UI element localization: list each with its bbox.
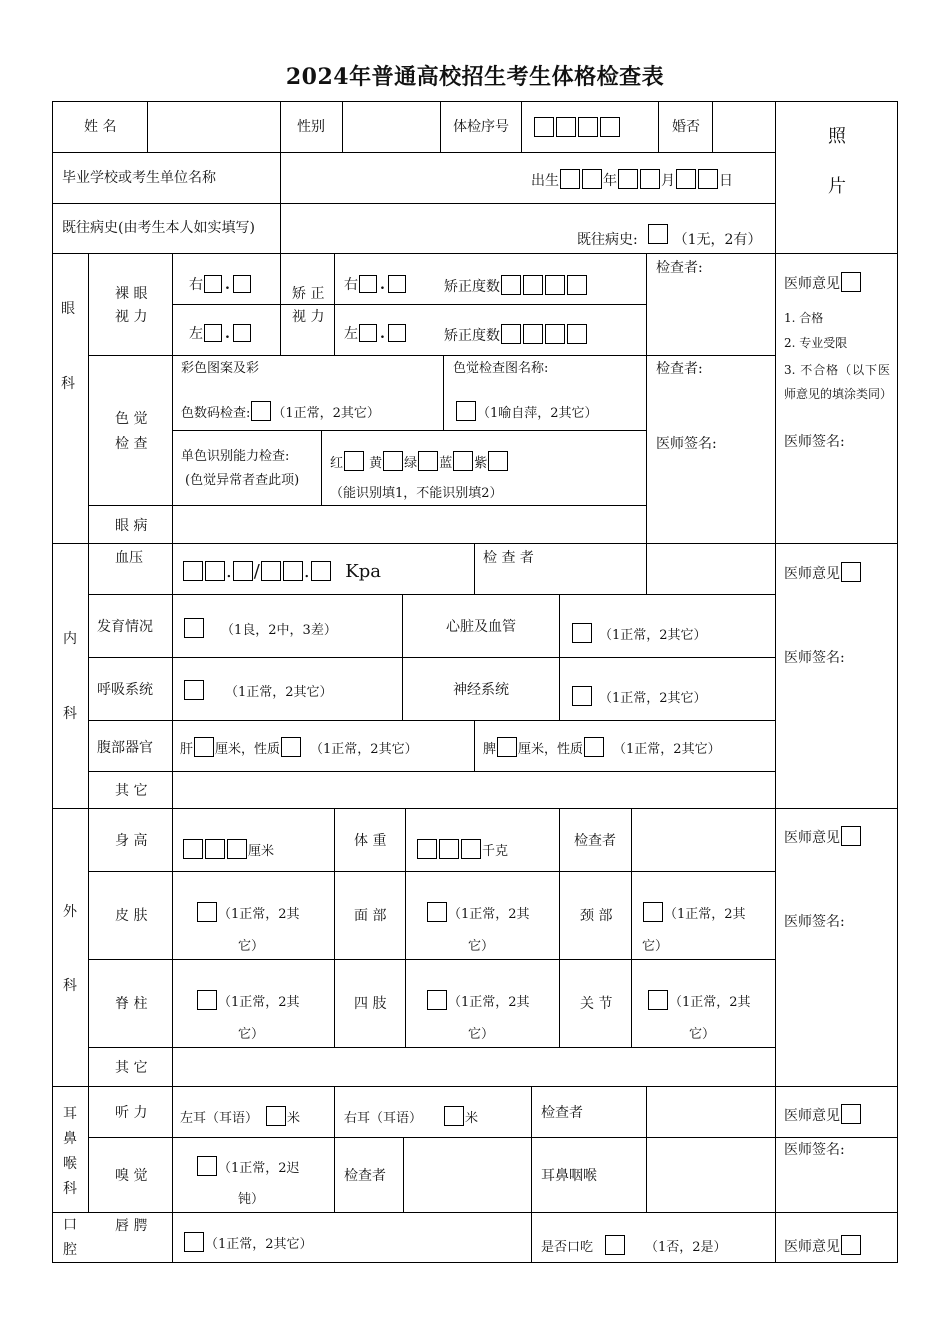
month-label: 月 — [661, 173, 675, 189]
chart-name-field[interactable]: （1喻自萍，2其它） — [455, 401, 598, 423]
single-color-1: 单色识别能力检查: — [181, 449, 290, 464]
exam-no-boxes[interactable] — [533, 117, 621, 138]
neck-label: 颈 部 — [580, 908, 613, 924]
neck-field[interactable]: （1正常，2其 — [642, 902, 746, 924]
respiratory-label: 呼吸系统 — [97, 682, 153, 698]
married-field[interactable] — [713, 103, 774, 151]
color-pattern-field[interactable]: 色数码检查: （1正常，2其它） — [181, 401, 380, 423]
neck-hint-b: 它） — [642, 939, 669, 954]
identify-hint: （能识别填1，不能识别填2） — [330, 486, 503, 501]
correction-degree-left[interactable]: 矫正度数 — [444, 324, 588, 345]
school-label: 毕业学校或考生单位名称 — [62, 170, 216, 186]
bp-label: 血压 — [115, 550, 143, 566]
internal-section-2: 科 — [63, 706, 77, 722]
color-check-2: 检 查 — [115, 436, 148, 452]
internal-other-field[interactable] — [173, 772, 774, 807]
internal-examiner: 检 查 者 — [483, 550, 534, 566]
limbs-label: 四 肢 — [354, 996, 387, 1012]
height-label: 身 高 — [115, 833, 148, 849]
single-color-field[interactable]: 红 黄 绿 蓝 紫 — [330, 451, 509, 473]
ent-section-1: 耳 — [63, 1106, 77, 1122]
face-hint-b: 它） — [468, 939, 495, 954]
spleen-field[interactable]: 脾 厘米，性质 （1正常，2其它） — [483, 737, 721, 759]
photo-label-2: 片 — [828, 176, 846, 197]
internal-sign: 医师签名: — [784, 650, 845, 666]
lip-field[interactable]: （1正常，2其它） — [183, 1232, 313, 1254]
lip-label: 唇 腭 — [115, 1218, 148, 1234]
naked-vision-1: 裸 眼 — [115, 286, 148, 302]
ent-section-2: 鼻 — [63, 1131, 77, 1147]
eye-disease-field[interactable] — [173, 506, 645, 542]
internal-other-label: 其 它 — [115, 783, 148, 799]
face-field[interactable]: （1正常，2其 — [426, 902, 530, 924]
color-pattern-1: 彩色图案及彩 — [181, 361, 260, 376]
right-ear-field[interactable]: 右耳（耳语） 米 — [344, 1106, 478, 1128]
ent-examiner-1: 检查者 — [541, 1105, 583, 1121]
surgery-section-1: 外 — [63, 904, 77, 920]
smell-hint-b: 钝） — [238, 1192, 265, 1207]
day-label: 日 — [719, 173, 733, 189]
liver-field[interactable]: 肝 厘米，性质 （1正常，2其它） — [180, 737, 418, 759]
eye-opt-2: 2. 专业受限 — [784, 336, 848, 350]
naked-left-field[interactable]: 左 . — [189, 324, 252, 343]
nervous-field[interactable]: （1正常，2其它） — [571, 686, 707, 708]
smell-field[interactable]: （1正常，2迟 — [196, 1156, 300, 1178]
year-label: 年 — [603, 173, 617, 189]
page-title: 2024年普通高校招生考生体格检查表 — [285, 64, 665, 90]
eye-examiner-2: 检查者: — [656, 361, 703, 377]
surgery-sign: 医师签名: — [784, 914, 845, 930]
surgery-examiner: 检查者 — [574, 833, 616, 849]
surgery-other-label: 其 它 — [115, 1060, 148, 1076]
single-color-2: (色觉异常者查此项) — [185, 473, 300, 488]
development-field[interactable]: （1良，2中，3差） — [183, 618, 337, 640]
internal-opinion[interactable]: 医师意见 — [784, 562, 862, 583]
respiratory-field[interactable]: （1正常，2其它） — [183, 680, 333, 702]
eye-section-2: 科 — [61, 376, 75, 392]
ent-opinion[interactable]: 医师意见 — [784, 1104, 862, 1125]
spine-label: 脊 柱 — [115, 996, 148, 1012]
naked-vision-2: 视 力 — [115, 309, 148, 325]
eye-opinion[interactable]: 医师意见 — [784, 272, 862, 293]
eye-doctor-sign: 医师签名: — [656, 436, 717, 452]
eye-opt-1: 1. 合格 — [784, 311, 824, 325]
gender-label: 性别 — [297, 119, 325, 135]
skin-hint-b: 它） — [238, 939, 265, 954]
chart-name-label: 色觉检查图名称: — [453, 361, 549, 376]
heart-label: 心脏及血管 — [446, 619, 516, 635]
weight-label: 体 重 — [354, 833, 387, 849]
skin-label: 皮 肤 — [115, 908, 148, 924]
spine-hint-b: 它） — [238, 1027, 265, 1042]
surgery-section-2: 科 — [63, 978, 77, 994]
joints-field[interactable]: （1正常，2其 — [647, 990, 751, 1012]
smell-label: 嗅 觉 — [115, 1168, 148, 1184]
stutter-field[interactable]: 是否口吃 （1否，2是） — [541, 1235, 727, 1257]
exam-no-label: 体检序号 — [453, 119, 509, 135]
internal-section-1: 内 — [63, 631, 77, 647]
limbs-field[interactable]: （1正常，2其 — [426, 990, 530, 1012]
corrected-right-field[interactable]: 右 . — [344, 275, 407, 294]
corrected-vision-2: 视 力 — [292, 309, 325, 325]
development-label: 发育情况 — [97, 619, 153, 635]
spine-field[interactable]: （1正常，2其 — [196, 990, 300, 1012]
eye-examiner-1: 检查者: — [656, 260, 703, 276]
left-ear-field[interactable]: 左耳（耳语） 米 — [180, 1106, 300, 1128]
ent-examiner-2: 检查者 — [344, 1168, 386, 1184]
eye-section-1: 眼 — [61, 301, 75, 317]
heart-field[interactable]: （1正常，2其它） — [571, 623, 707, 645]
name-label: 姓 名 — [84, 119, 117, 135]
history-field[interactable]: 既往病史: （1无，2有） — [577, 224, 761, 249]
joints-label: 关 节 — [580, 996, 613, 1012]
surgery-opinion[interactable]: 医师意见 — [784, 826, 862, 847]
weight-field[interactable]: 千克 — [416, 839, 508, 861]
skin-field[interactable]: （1正常，2其 — [196, 902, 300, 924]
abdomen-label: 腹部器官 — [97, 740, 153, 756]
gender-field[interactable] — [343, 103, 439, 151]
height-field[interactable]: 厘米 — [182, 839, 274, 861]
name-field[interactable] — [148, 103, 279, 151]
oral-opinion[interactable]: 医师意见 — [784, 1235, 862, 1256]
oral-section-1: 口 — [63, 1217, 77, 1233]
photo-label-1: 照 — [828, 126, 846, 147]
ent-sign: 医师签名: — [784, 1142, 845, 1158]
corrected-vision-1: 矫 正 — [292, 286, 325, 302]
nervous-label: 神经系统 — [453, 682, 509, 698]
hearing-label: 听 力 — [115, 1105, 148, 1121]
birth-label: 出生 — [531, 173, 559, 189]
bp-field[interactable]: . / . Kpa — [182, 561, 381, 581]
joints-hint-b: 它） — [689, 1027, 716, 1042]
correction-degree-right[interactable]: 矫正度数 — [444, 275, 588, 296]
ent-throat-label: 耳鼻咽喉 — [541, 1168, 597, 1184]
eye-opt-3: 3. 不合格（以下医师意见的填涂类同） — [784, 363, 893, 401]
birth-date-field[interactable] — [531, 169, 733, 190]
surgery-other-field[interactable] — [173, 1048, 774, 1085]
limbs-hint-b: 它） — [468, 1027, 495, 1042]
corrected-left-field[interactable]: 左 . — [344, 324, 407, 343]
ent-section-4: 科 — [63, 1181, 77, 1197]
history-label: 既往病史(由考生本人如实填写) — [62, 220, 255, 236]
ent-section-3: 喉 — [63, 1156, 77, 1172]
color-check-1: 色 觉 — [115, 411, 148, 427]
married-label: 婚否 — [672, 119, 700, 135]
eye-disease-label: 眼 病 — [115, 518, 148, 534]
oral-section-2: 腔 — [63, 1242, 77, 1258]
face-label: 面 部 — [354, 908, 387, 924]
eye-sign: 医师签名: — [784, 434, 845, 450]
naked-right-field[interactable]: 右 . — [189, 275, 252, 294]
